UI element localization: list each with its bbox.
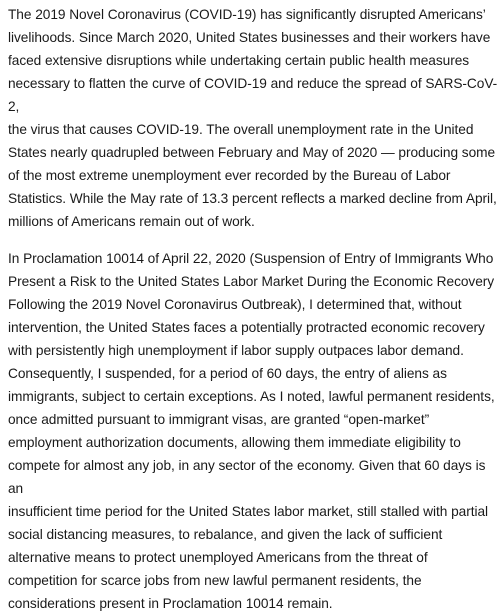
paragraph-proclamation-10014: In Proclamation 10014 of April 22, 2020 (Suspension of Entry of Immigrants Who Present a Risk to the United States Labor Market During the Economic Recovery Following the 2019 Novel Coronavirus Outbreak), I determined that, without intervention, the United States faces a potentially protracted economic recovery with persistently high unemployment if labor supply outpaces labor demand. Consequently, I suspended, for a period of 60 days, the entry of aliens as immigrants, subject to certain exceptions. As I noted, lawful permanent residents, once admitted pursuant to immigrant visas, are granted “open-market” employment authorization documents, allowing them immediate eligibility to compete for almost any job, in any sector of the economy. Given that 60 days is an insufficient time period for the United States labor market, still stalled with partial social distancing measures, to rebalance, and given the lack of sufficient alternative means to protect unemployed Americans from the threat of competition for scarce jobs from new lawful permanent residents, the considerations present in Proclamation 10014 remain. bbox=[8, 251, 495, 611]
paragraph-covid-unemployment: The 2019 Novel Coronavirus (COVID-19) has significantly disrupted Americans’ livelihoods. Since March 2020, United States businesses and their workers have faced extensive disruptions while undertaking certain public health measures necessary to flatten the curve of COVID-19 and reduce the spread of SARS-CoV-2, the virus that causes COVID-19. The overall unemployment rate in the United States nearly quadrupled between February and May of 2020 — producing some of the most extreme unemployment ever recorded by the Bureau of Labor Statistics. While the May rate of 13.3 percent reflects a marked decline from April, millions of Americans remain out of work. bbox=[8, 7, 498, 229]
